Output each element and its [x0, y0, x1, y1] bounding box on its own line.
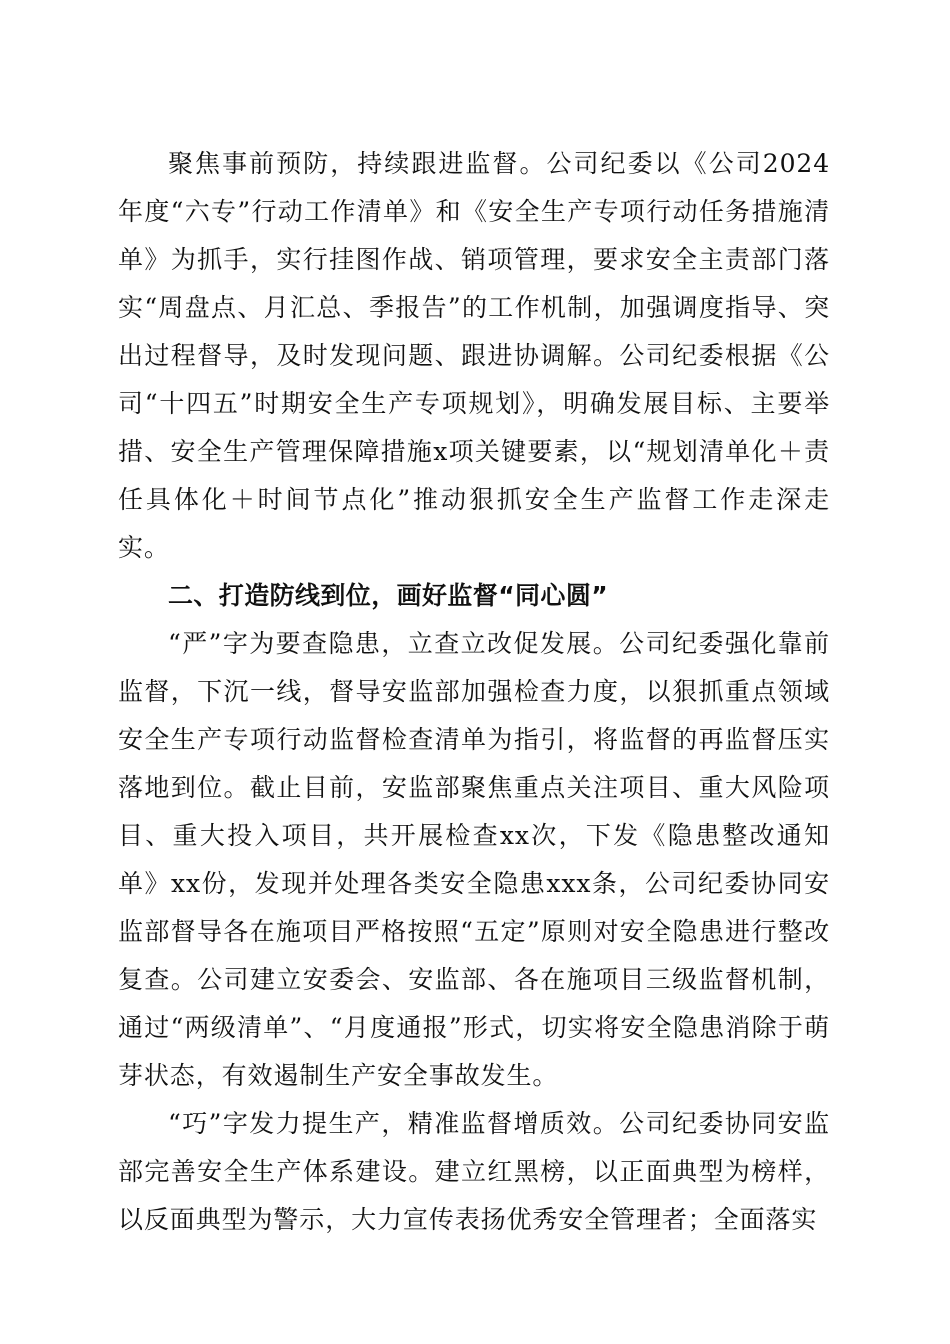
document-body — [118, 140, 830, 1244]
paragraph-strict-inspection: “严”字为要查隐患，立查立改促发展。公司纪委强化靠前监督，下沉一线，督导安监部加强检查力度，以狠抓重点领域安全生产专项行动监督检查清单为指引，将监督的再监督压实落地到位。截止目前，安监部聚焦重点关注项目、重大风险项目、重大投入项目，共开展检查xx次，下发《隐患整改通知单》xx份，发现并处理各类安全隐患xxx条，公司纪委协同安监部督导各在施项目严格按照“五定”原则对安全隐患进行整改复查。公司建立安委会、安监部、各在施项目三级监督机制，通过“两级清单”、“月度通报”形式，切实将安全隐患消除于萌芽状态，有效遏制生产安全事故发生。 — [118, 629, 830, 1090]
paragraph-prevention: 聚焦事前预防，持续跟进监督。公司纪委以《公司2024年度“六专”行动工作清单》和《安全生产专项行动任务措施清单》为抓手，实行挂图作战、销项管理，要求安全主责部门落实“周盘点、月汇总、季报告”的工作机制，加强调度指导、突出过程督导，及时发现问题、跟进协调解。公司纪委根据《公司“十四五”时期安全生产专项规划》，明确发展目标、主要举措、安全生产管理保障措施x项关键要素，以“规划清单化＋责任具体化＋时间节点化”推动狠抓安全生产监督工作走深走实。 — [118, 149, 830, 562]
section-heading-two: 二、打造防线到位，画好监督“同心圆” — [168, 581, 609, 610]
paragraph-smart-supervision: “巧”字发力提生产，精准监督增质效。公司纪委协同安监部完善安全生产体系建设。建立红黑榜，以正面典型为榜样，以反面典型为警示，大力宣传表扬优秀安全管理者；全面落实 — [118, 1109, 830, 1234]
